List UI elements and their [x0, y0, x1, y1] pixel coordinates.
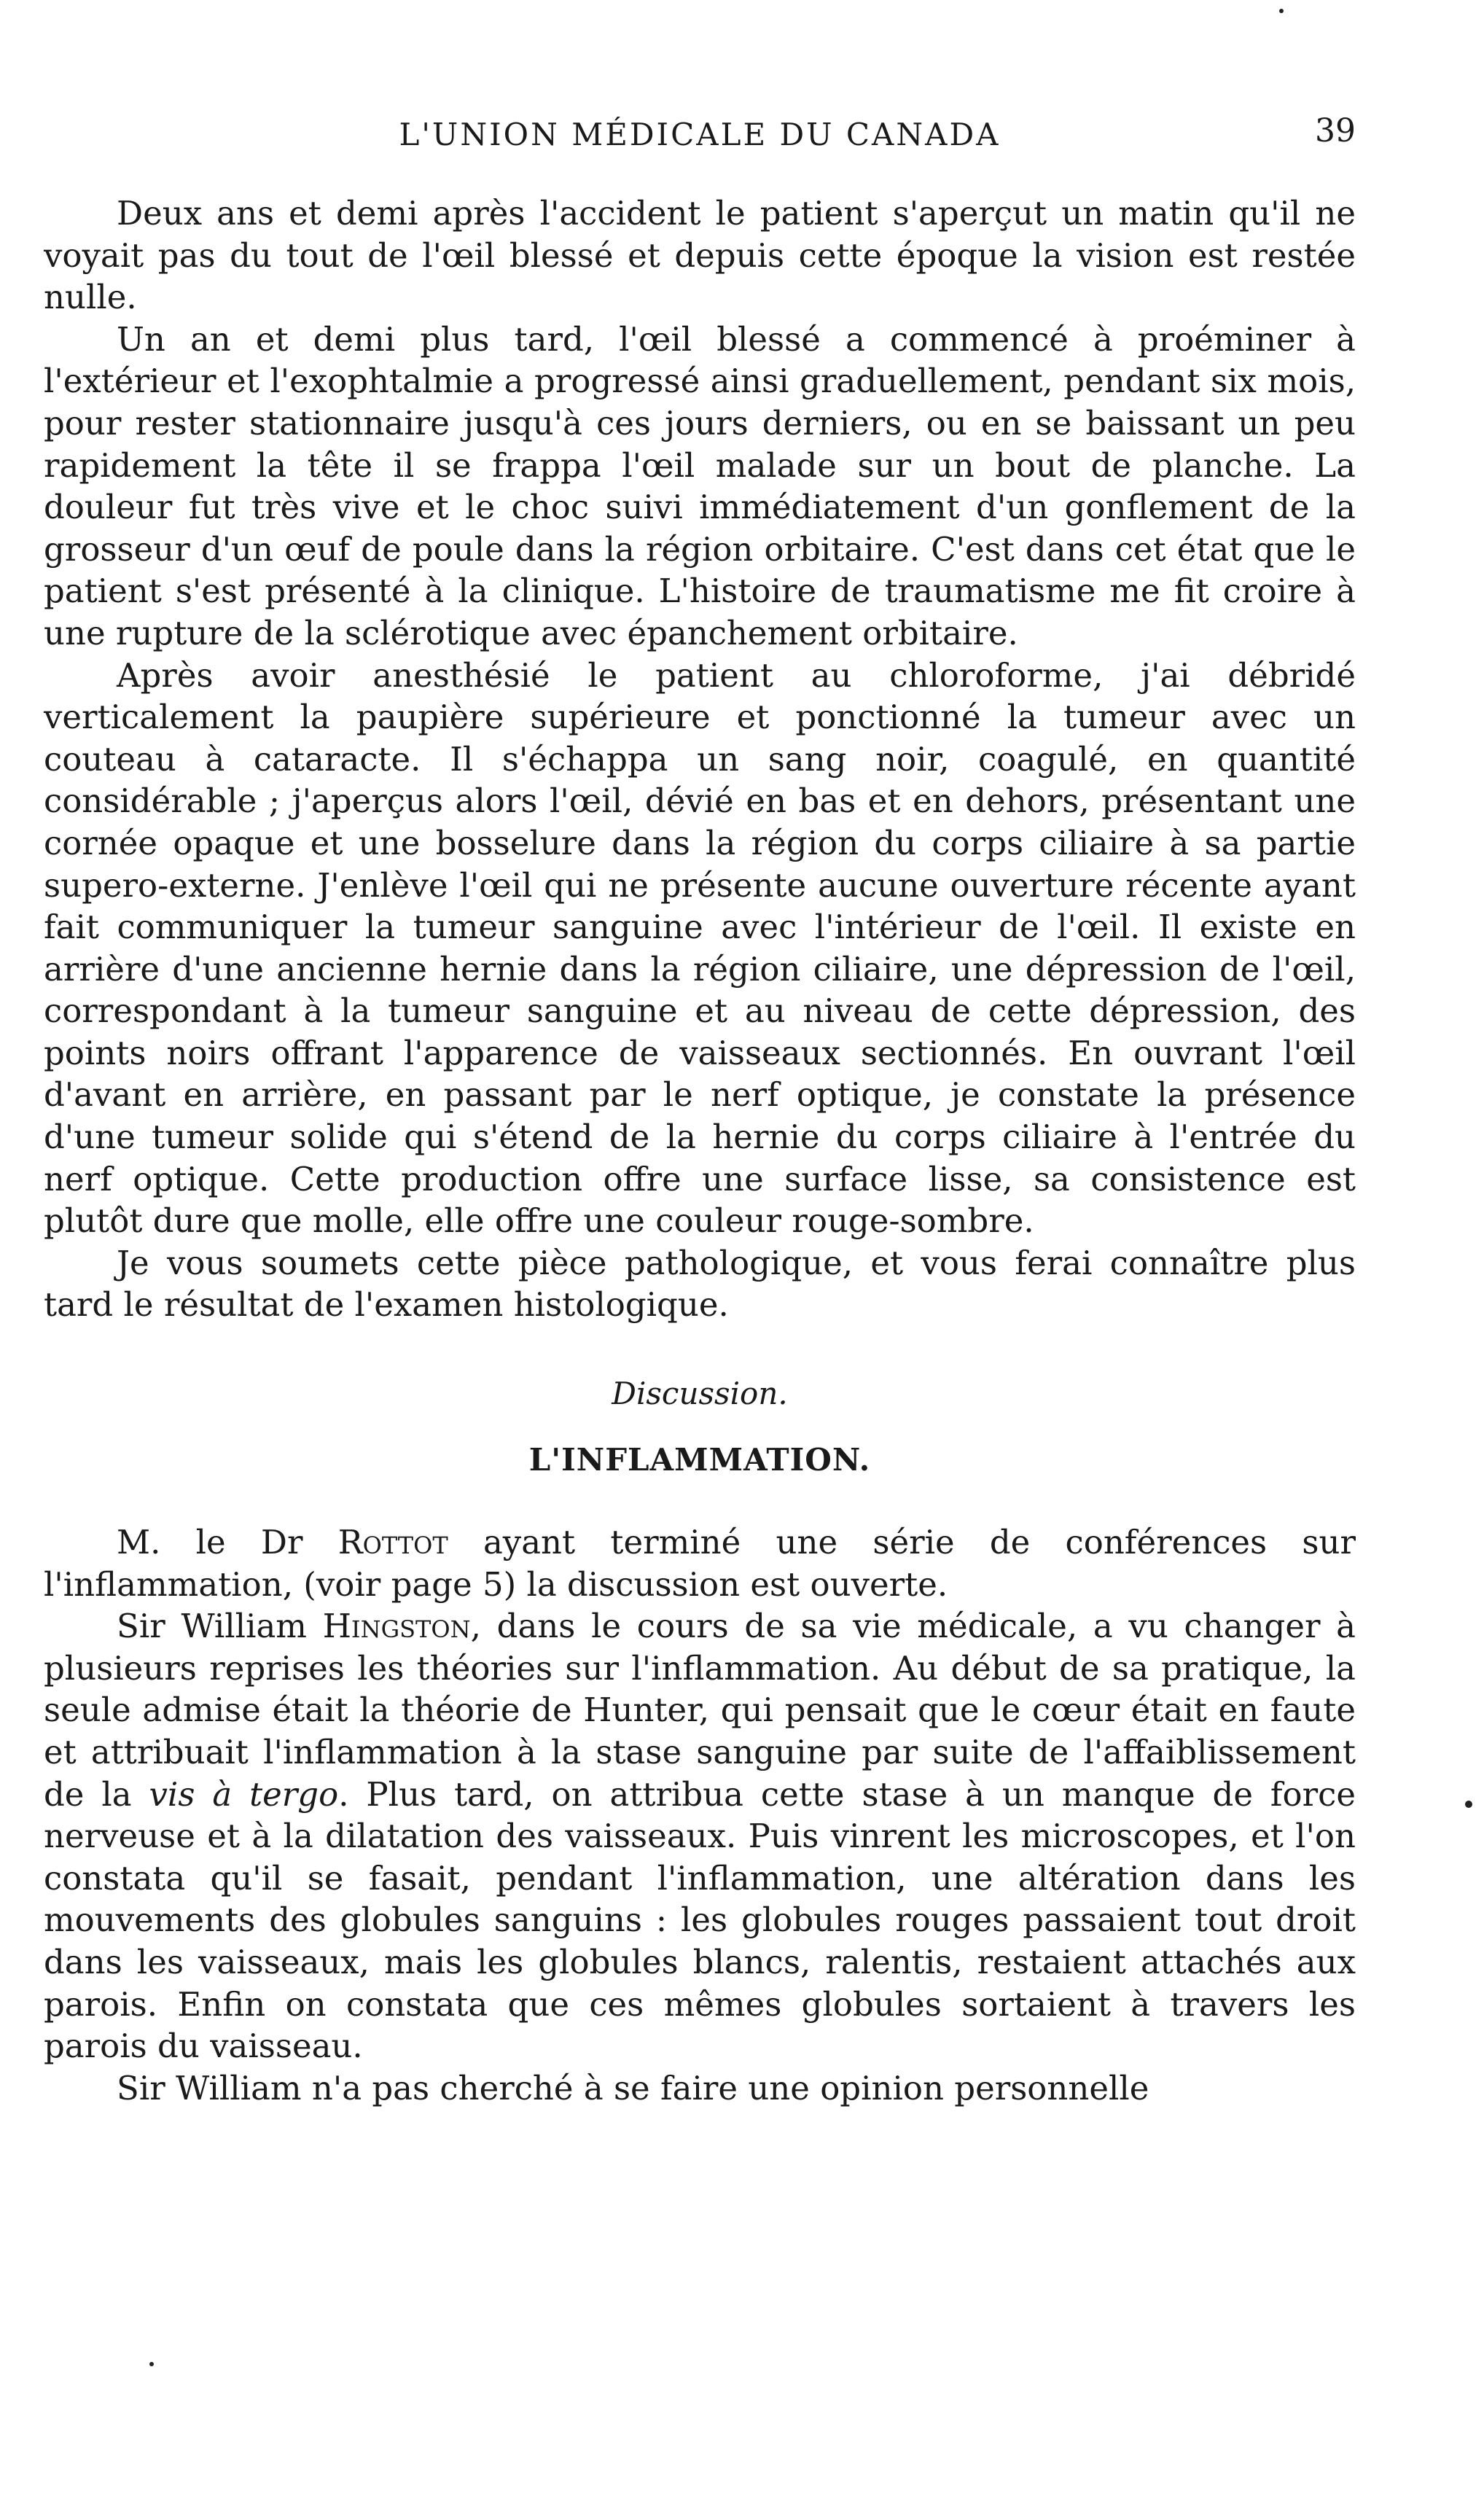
paragraph-2: Un an et demi plus tard, l'œil blessé a commencé à proéminer à l'extérieur et l'exophtalmie a progressé ainsi graduellement, pendant six mois, pour rester stationnaire jusqu'à ces jours derniers, ou en se baissant un peu rapidement la tête il se frappa l'œil malade sur un bout de planche. La douleur fut très vive et le choc suivi immédiatement d'un gonflement de la grosseur d'un œuf de poule dans la région orbitaire. C'est dans cet état que le patient s'est présenté à la clinique. L'histoire de traumatisme me fit croire à une rupture de la sclérotique avec épanchement orbitaire.: [44, 319, 1356, 652]
paragraph-4: Je vous soumets cette pièce pathologique, et vous ferai connaître plus tard le résultat de l'examen histologique.: [44, 1243, 1356, 1325]
p5-text-before: M. le Dr: [117, 1523, 338, 1562]
paragraph-3: Après avoir anesthésié le patient au chloroforme, j'ai débridé verticalement la paupière supérieure et ponctionné la tumeur avec un couteau à cataracte. Il s'échappa un sang noir, coagulé, en quantité considérable ; j'aperçus alors l'œil, dévié en bas et en dehors, présentant une cornée opaque et une bosselure dans la région du corps ciliaire à sa partie supero-externe. J'enlève l'œil qui ne présente aucune ouverture récente ayant fait communiquer la tumeur sanguine avec l'intérieur de l'œil. Il existe en arrière d'une ancienne hernie dans la région ciliaire, une dépression de l'œil, correspondant à la tumeur sanguine et au niveau de cette dépression, des points noirs offrant l'apparence de vaisseaux sectionnés. En ouvrant l'œil d'avant en arrière, en passant par le nerf optique, je constate la présence d'une tumeur solide qui s'étend de la hernie du corps ciliaire à l'entrée du nerf optique. Cette production offre une surface lisse, sa consistence est plutôt dure que molle, elle offre une couleur rouge-sombre.: [44, 655, 1356, 1241]
print-speck: [1465, 1801, 1472, 1808]
page: [44, 112, 1356, 2109]
paragraph-5: [44, 1521, 1356, 1605]
running-header: [44, 112, 1356, 160]
author-name-rottot: Rottot: [337, 1523, 448, 1562]
author-name-hingston: Hingston: [322, 1607, 471, 1646]
p6-text-after: . Plus tard, on attribua cette stase à un manque de force nerveuse et à la dilatation des vaisseaux. Puis vinrent les microscopes, et l'on constata qu'il se fasait, pendant l'inflammation, une altération dans les mouvements des globules sanguins : les globules rouges passaient tout droit dans les vaisseaux, mais les globules blancs, ralentis, restaient attachés aux parois. Enfin on constata que ces mêmes globules sortaient à travers les parois du vaisseau.: [44, 1774, 1356, 2066]
latin-phrase: vis à tergo: [149, 1774, 339, 1814]
section-heading-inflammation: L'INFLAMMATION.: [528, 1442, 871, 1478]
print-speck: [149, 2362, 154, 2366]
running-title: L'UNION MÉDICALE DU CANADA: [399, 117, 1001, 152]
p6-text-before: Sir William: [117, 1607, 323, 1646]
paragraph-1: Deux ans et demi après l'accident le patient s'aperçut un matin qu'il ne voyait pas du tout de l'œil blessé et depuis cette époque la vision est restée nulle.: [44, 194, 1356, 317]
p5-text-after: ayant terminé une série de conférences sur l'inflammation, (voir page 5) la discussion est ouverte.: [44, 1523, 1356, 1604]
section-heading-discussion: Discussion.: [612, 1376, 788, 1412]
paragraph-6: [44, 1605, 1356, 2067]
p6-text-middle: , dans le cours de sa vie médicale, a vu changer à plusieurs reprises les théories sur l'inflammation. Au début de sa pratique, la seule admise était la théorie de Hunter, qui pensait que le cœur était en faute et attribuait l'inflammation à la stase sanguine par suite de l'affaiblissement de la: [44, 1607, 1356, 1814]
page-number: 39: [1315, 112, 1356, 149]
print-speck: [1279, 9, 1284, 13]
paragraph-7: Sir William n'a pas cherché à se faire une opinion personnelle: [117, 2068, 1149, 2107]
